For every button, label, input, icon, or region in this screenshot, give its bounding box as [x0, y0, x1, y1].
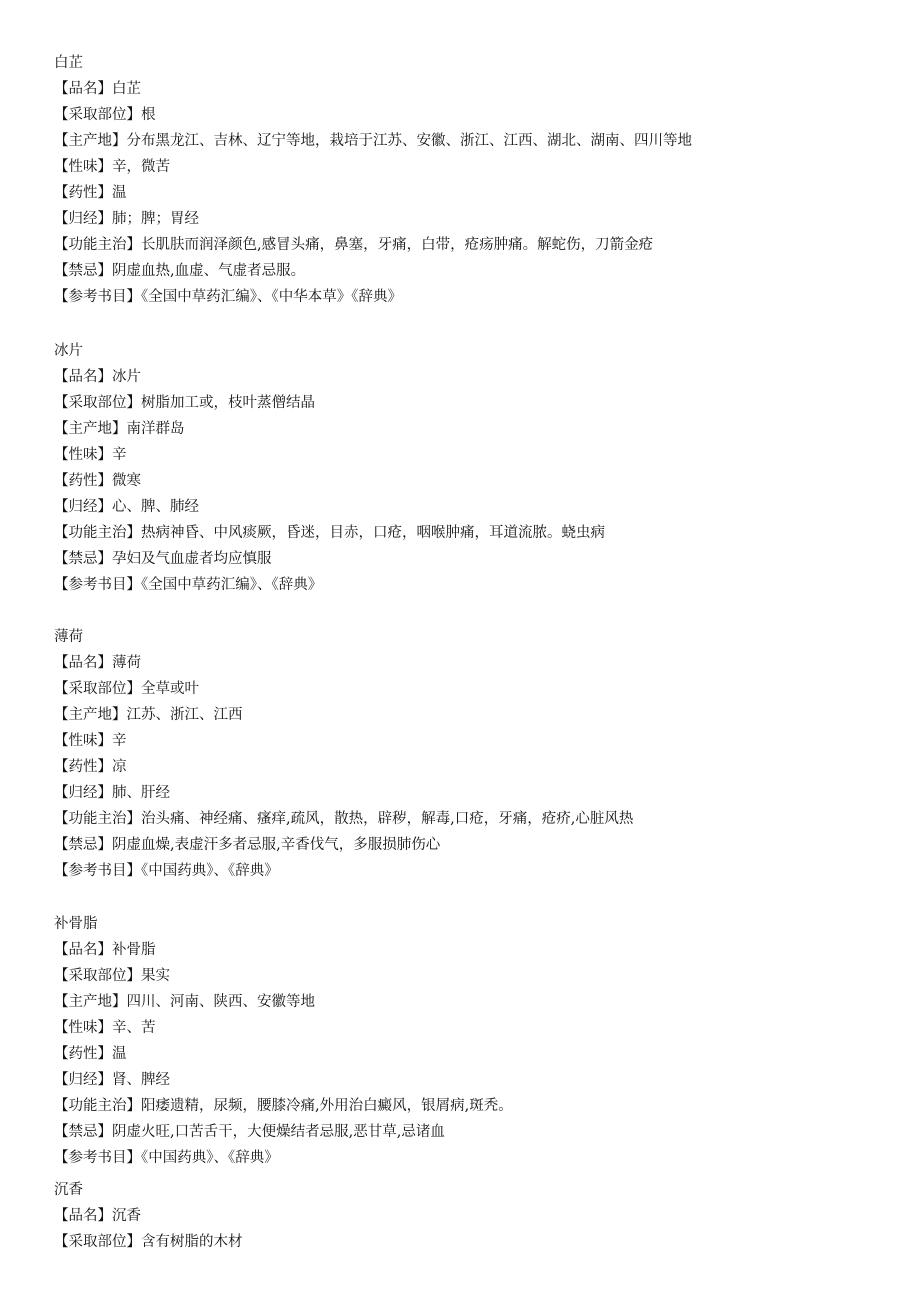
field-function: 【功能主治】阳痿遗精，尿频，腰膝冷痛,外用治白癜风，银屑病,斑秃。	[54, 1098, 513, 1114]
herb-entry	[54, 338, 874, 598]
field-function: 【功能主治】治头痛、神经痛、瘙痒,疏风，散热，辟秽，解毒,口疮，牙痛，疮疥,心脏风热	[54, 811, 634, 827]
field-nature: 【药性】微寒	[54, 473, 141, 489]
field-part: 【采取部位】树脂加工或，枝叶蒸僧结晶	[54, 395, 315, 411]
herb-title: 冰片	[54, 343, 83, 359]
field-origin: 【主产地】南洋群岛	[54, 421, 185, 437]
field-meridian: 【归经】心、脾、肺经	[54, 499, 199, 515]
herb-entry	[54, 1177, 874, 1255]
field-taste: 【性味】辛	[54, 733, 127, 749]
field-contraindication: 【禁忌】阴虚火旺,口苦舌干，大便燥结者忌服,恶甘草,忌诸血	[54, 1124, 445, 1140]
field-origin: 【主产地】分布黑龙江、吉林、辽宁等地，栽培于江苏、安徽、浙江、江西、湖北、湖南、四川等地	[54, 133, 692, 149]
field-reference: 【参考书目】《全国中草药汇编》、《辞典》	[54, 577, 323, 593]
field-name: 【品名】薄荷	[54, 655, 141, 671]
field-meridian: 【归经】肺、肝经	[54, 785, 170, 801]
field-name: 【品名】冰片	[54, 369, 141, 385]
field-contraindication: 【禁忌】阴虚血热,血虚、气虚者忌服。	[54, 263, 306, 279]
herb-entry	[54, 50, 874, 310]
field-contraindication: 【禁忌】孕妇及气血虚者均应慎服	[54, 551, 272, 567]
herb-entry	[54, 624, 874, 884]
field-part: 【采取部位】根	[54, 107, 156, 123]
field-name: 【品名】沉香	[54, 1208, 141, 1224]
field-part: 【采取部位】全草或叶	[54, 681, 199, 697]
field-origin: 【主产地】江苏、浙江、江西	[54, 707, 243, 723]
field-part: 【采取部位】含有树脂的木材	[54, 1234, 243, 1250]
herb-title: 白芷	[54, 55, 83, 71]
field-function: 【功能主治】热病神昏、中风痰厥，昏迷，目赤，口疮，咽喉肿痛，耳道流脓。蛲虫病	[54, 525, 605, 541]
field-contraindication: 【禁忌】阴虚血燥,表虚汗多者忌服,辛香伐气，多服损肺伤心	[54, 837, 441, 853]
field-part: 【采取部位】果实	[54, 968, 170, 984]
field-taste: 【性味】辛、苦	[54, 1020, 156, 1036]
field-nature: 【药性】温	[54, 185, 127, 201]
field-meridian: 【归经】肾、脾经	[54, 1072, 170, 1088]
field-meridian: 【归经】肺；脾；胃经	[54, 211, 199, 227]
field-taste: 【性味】辛	[54, 447, 127, 463]
field-origin: 【主产地】四川、河南、陕西、安徽等地	[54, 994, 315, 1010]
field-taste: 【性味】辛，微苦	[54, 159, 170, 175]
field-reference: 【参考书目】《中国药典》、《辞典》	[54, 1150, 279, 1166]
field-nature: 【药性】温	[54, 1046, 127, 1062]
herb-title: 补骨脂	[54, 916, 98, 932]
field-nature: 【药性】凉	[54, 759, 127, 775]
herb-title: 沉香	[54, 1182, 83, 1198]
field-reference: 【参考书目】《全国中草药汇编》、《中华本草》《辞典》	[54, 289, 402, 305]
field-reference: 【参考书目】《中国药典》、《辞典》	[54, 863, 279, 879]
field-function: 【功能主治】长肌肤而润泽颜色,感冒头痛，鼻塞，牙痛，白带，疮疡肿痛。解蛇伤，刀箭金疮	[54, 237, 654, 253]
field-name: 【品名】补骨脂	[54, 942, 156, 958]
herb-title: 薄荷	[54, 629, 83, 645]
herb-entry	[54, 911, 874, 1171]
field-name: 【品名】白芷	[54, 81, 141, 97]
